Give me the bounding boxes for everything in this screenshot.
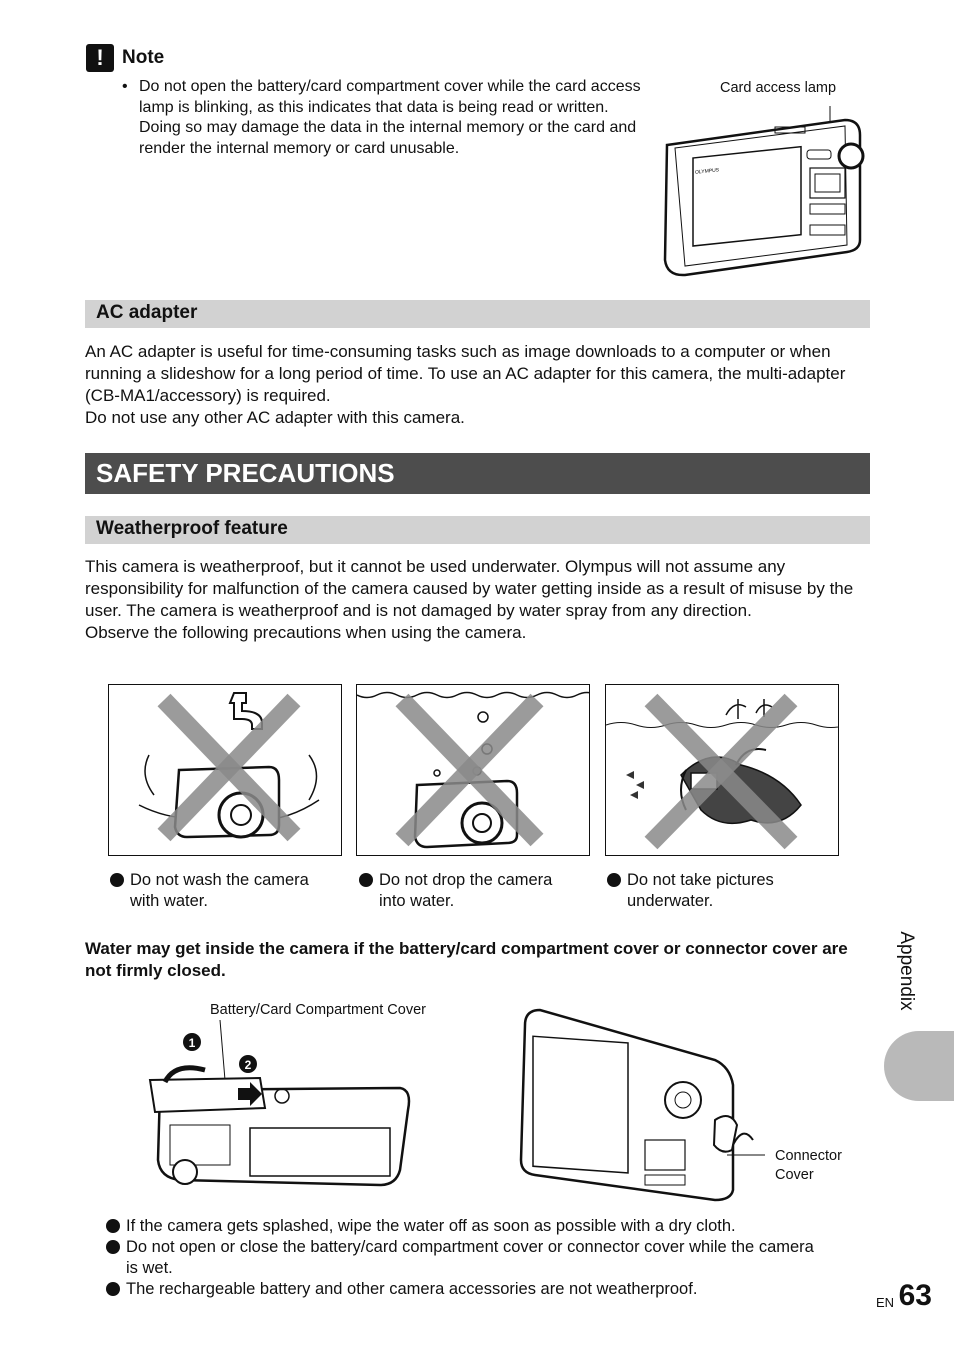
note-title: Note xyxy=(122,47,165,68)
warning-1-line-1: Do not wash the camera xyxy=(130,871,309,889)
bullet-icon xyxy=(607,873,621,887)
appendix-tab-label: Appendix xyxy=(896,931,917,1011)
language-code: EN xyxy=(875,1295,894,1310)
step-2-number: 2 xyxy=(244,1058,252,1072)
bullet-icon xyxy=(106,1282,120,1296)
list-item xyxy=(106,1216,826,1237)
exclamation-icon: ! xyxy=(86,44,114,72)
card-access-lamp-caption: Card access lamp xyxy=(720,80,837,96)
appendix-tab xyxy=(884,1031,954,1101)
weatherproof-text xyxy=(85,556,870,644)
no-washing-picture xyxy=(108,684,342,856)
note-text: Do not open the battery/card compartment cover while the card access lamp is blinking, as this indicates that data is being read or written. Doing so may damage the data in the internal memory or the card and render the internal memory or card unusable. xyxy=(139,78,641,157)
bullet-icon xyxy=(106,1219,120,1233)
final-bullet-2: Do not open or close the battery/card compartment cover or connector cover while the camera is wet. xyxy=(126,1238,814,1277)
safety-heading: SAFETY PRECAUTIONS xyxy=(96,458,395,488)
battery-cover-caption: Battery/Card Compartment Cover xyxy=(210,1002,426,1018)
note-body xyxy=(122,77,652,159)
step-1-number: 1 xyxy=(188,1036,196,1050)
ac-adapter-heading-band xyxy=(85,300,870,328)
connector-cover-illustration xyxy=(515,1005,765,1205)
final-bullet-3: The rechargeable battery and other camera accessories are not weatherproof. xyxy=(126,1280,698,1298)
no-underwater-picture xyxy=(605,684,839,856)
ac-adapter-paragraph-2: Do not use any other AC adapter with this camera. xyxy=(85,408,465,427)
bullet-icon xyxy=(359,873,373,887)
note-header xyxy=(86,44,164,72)
list-item xyxy=(106,1279,826,1300)
warning-3-line-1: Do not take pictures xyxy=(627,871,774,889)
weatherproof-paragraph-1: This camera is weatherproof, but it cannot be used underwater. Olympus will not assume any responsibility for malfunction of the camera caused by water getting inside as a result of misuse by the user. The camera is weatherproof and is not damaged by water spray from any direction. xyxy=(85,557,854,620)
olympus-logo: OLYMPUS xyxy=(695,167,720,176)
bullet-icon xyxy=(110,873,124,887)
weatherproof-heading: Weatherproof feature xyxy=(96,518,288,539)
page-number: 63 xyxy=(898,1279,932,1312)
warning-1-line-2: with water. xyxy=(130,892,208,910)
battery-cover-illustration xyxy=(140,1020,430,1195)
ac-adapter-heading: AC adapter xyxy=(96,302,198,323)
safety-heading-band xyxy=(85,453,870,494)
warning-2-line-2: into water. xyxy=(379,892,455,910)
final-bullet-1: If the camera gets splashed, wipe the water off as soon as possible with a dry cloth. xyxy=(126,1217,736,1235)
no-dropping-picture xyxy=(356,684,590,856)
warning-3-line-2: underwater. xyxy=(627,892,714,910)
weatherproof-heading-band xyxy=(85,516,870,544)
final-bullet-list xyxy=(106,1216,826,1300)
connector-cover-caption xyxy=(775,1147,842,1185)
bullet-icon xyxy=(106,1240,120,1254)
weatherproof-paragraph-2: Observe the following precautions when using the camera. xyxy=(85,623,527,642)
note-bullet: • xyxy=(122,78,128,95)
warning-2-line-1: Do not drop the camera xyxy=(379,871,553,889)
warning-caption-2 xyxy=(359,870,589,912)
list-item xyxy=(106,1237,826,1279)
warning-caption-3 xyxy=(607,870,837,912)
ac-adapter-paragraph-1: An AC adapter is useful for time-consuming tasks such as image downloads to a computer or when running a slideshow for a long period of time. To use an AC adapter for this camera, the multi-adapter (CB-MA1/accessory) is required. xyxy=(85,342,846,405)
connector-caption-line-1: Connector xyxy=(775,1148,842,1164)
warning-caption-1 xyxy=(110,870,340,912)
connector-caption-line-2: Cover xyxy=(775,1167,814,1183)
compartment-warning: Water may get inside the camera if the battery/card compartment cover or connector cover are not firmly closed. xyxy=(85,939,848,980)
ac-adapter-text xyxy=(85,341,870,429)
camera-back-illustration xyxy=(655,100,870,280)
